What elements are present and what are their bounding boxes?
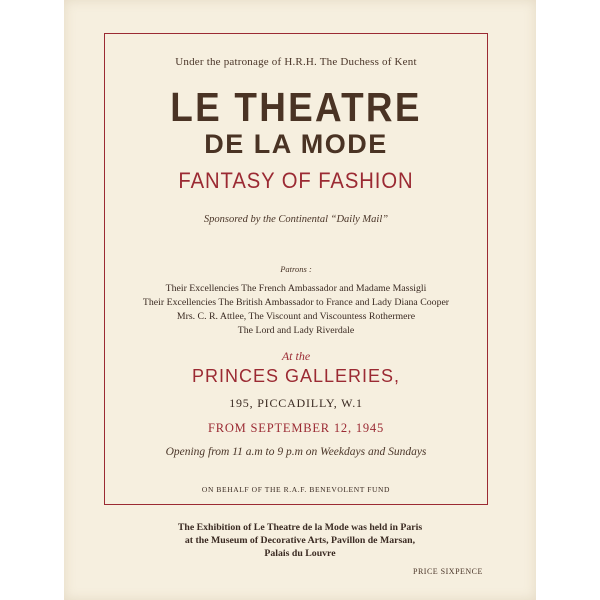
- note-line: The Exhibition of Le Theatre de la Mode was held in Paris: [177, 522, 423, 533]
- sponsor-line: Sponsored by the Continental “Daily Mail”: [203, 214, 389, 225]
- border-frame: [104, 33, 488, 505]
- exhibition-note: [64, 521, 536, 560]
- venue-intro: At the: [281, 349, 311, 363]
- venue-name: PRINCES GALLERIES,: [191, 366, 401, 386]
- programme-sheet: [64, 0, 536, 600]
- title-line-1: LE THEATRE: [170, 84, 422, 130]
- patron-line: The Lord and Lady Riverdale: [237, 325, 355, 336]
- note-line: Palais du Louvre: [264, 548, 336, 559]
- price-label: PRICE SIXPENCE: [413, 567, 483, 576]
- patron-line: Their Excellencies The French Ambassador and Madame Massigli: [165, 283, 427, 294]
- title-line-2: DE LA MODE: [204, 129, 388, 159]
- patron-line: Their Excellencies The British Ambassador to France and Lady Diana Cooper: [142, 297, 450, 308]
- exhibition-dates: FROM SEPTEMBER 12, 1945: [207, 421, 385, 435]
- title-line-3: FANTASY OF FASHION: [178, 168, 414, 193]
- patron-line: Mrs. C. R. Attlee, The Viscount and Viscountess Rothermere: [176, 311, 416, 322]
- benefit-line: ON BEHALF OF THE R.A.F. BENEVOLENT FUND: [201, 485, 391, 494]
- opening-hours: Opening from 11 a.m to 9 p.m on Weekdays and Sundays: [165, 446, 427, 458]
- venue-address: 195, PICCADILLY, W.1: [229, 396, 363, 410]
- patronage-line: Under the patronage of H.R.H. The Duchess of Kent: [175, 56, 417, 68]
- patrons-heading: Patrons :: [280, 264, 312, 274]
- note-line: at the Museum of Decorative Arts, Pavillon de Marsan,: [184, 535, 416, 546]
